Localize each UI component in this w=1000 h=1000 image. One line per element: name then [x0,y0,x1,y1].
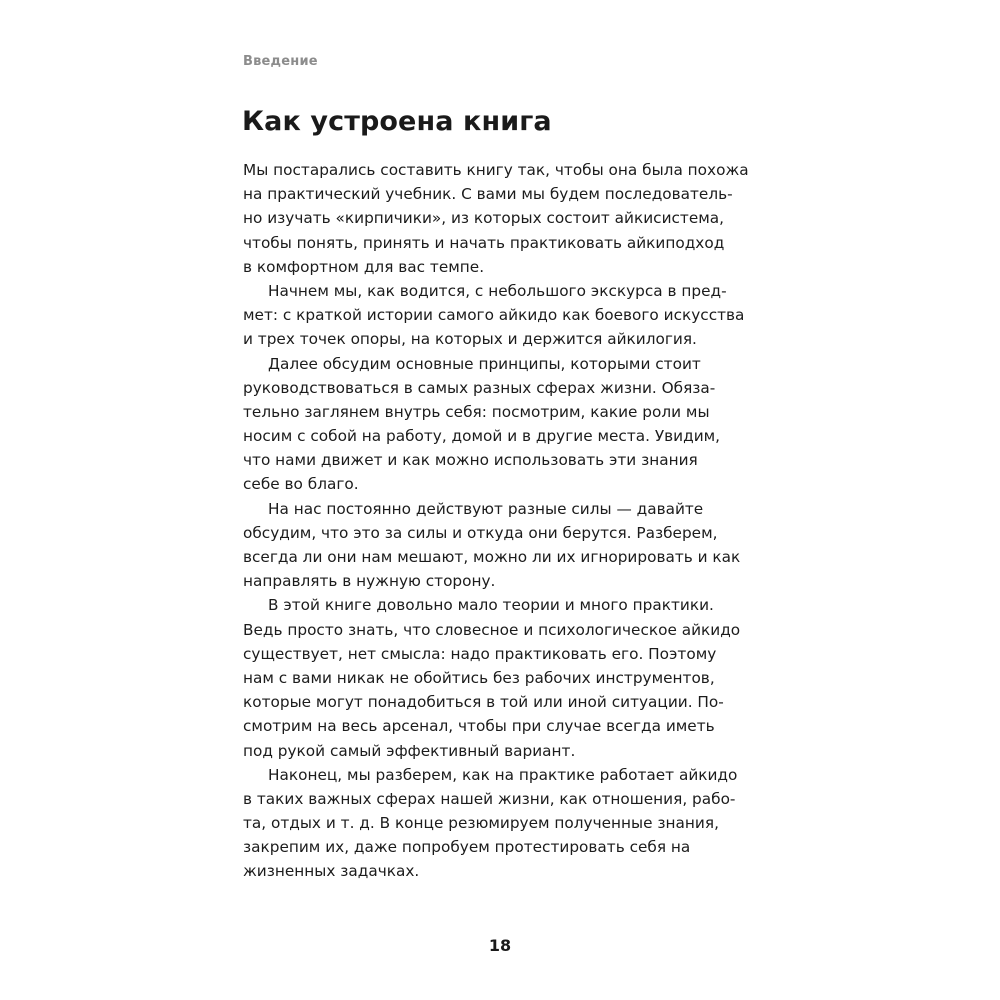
running-head: Введение [243,54,318,69]
paragraph-3-line-2: руководствоваться в самых разных сферах жизни. Обяза- [243,378,716,397]
paragraph-2-line-2: мет: с краткой истории самого айкидо как боевого искусства [243,306,745,325]
body-text [243,158,763,884]
paragraph-5-line-1: В этой книге довольно мало теории и много практики. [268,596,714,615]
paragraph-3-line-4: носим с собой на работу, домой и в другие места. Увидим, [243,427,721,446]
paragraph-2-line-3: и трех точек опоры, на которых и держится айкилогия. [243,330,697,349]
paragraph-4-line-3: всегда ли они нам мешают, можно ли их игнорировать и как [243,548,741,566]
paragraph-5-line-3: существует, нет смысла: надо практиковать его. Поэтому [243,644,717,663]
paragraph-6-line-2: в таких важных сферах нашей жизни, как отношения, рабо- [243,789,736,808]
paragraph-5-line-6: смотрим на весь арсенал, чтобы при случае всегда иметь [243,717,715,736]
paragraph-2-line-1: Начнем мы, как водится, с небольшого экскурса в пред- [268,281,727,300]
paragraph-3-line-1: Далее обсудим основные принципы, которыми стоит [268,354,701,373]
paragraph-3-line-6: себе во благо. [243,475,359,494]
chapter-title: Как устроена книга [242,106,552,137]
paragraph-1-line-5: в комфортном для вас темпе. [243,257,485,276]
paragraph-5-line-2: Ведь просто знать, что словесное и психологическое айкидо [243,620,741,639]
page-number: 18 [488,936,512,955]
paragraph-1-line-1: Мы постарались составить книгу так, чтобы она была похожа [243,161,749,179]
paragraph-6-line-3: та, отдых и т. д. В конце резюмируем полученные знания, [243,814,719,833]
paragraph-5-line-7: под рукой самый эффективный вариант. [243,741,576,760]
paragraph-6-line-4: закрепим их, даже попробуем протестировать себя на [243,838,691,857]
paragraph-3-line-5: что нами движет и как можно использовать эти знания [243,451,698,470]
paragraph-4-line-4: направлять в нужную сторону. [243,572,496,591]
paragraph-1-line-3: но изучать «кирпичики», из которых состоит айкисистема, [243,209,725,228]
paragraph-3-line-3: тельно заглянем внутрь себя: посмотрим, какие роли мы [243,402,710,421]
paragraph-5-line-5: которые могут понадобиться в той или иной ситуации. По- [243,693,724,712]
paragraph-4-line-2: обсудим, что это за силы и откуда они берутся. Разберем, [243,523,718,542]
paragraph-1-line-2: на практический учебник. С вами мы будем последователь- [243,185,733,204]
paragraph-6-line-1: Наконец, мы разберем, как на практике работает айкидо [268,765,738,784]
paragraph-4-line-1: На нас постоянно действуют разные силы — давайте [268,499,704,518]
paragraph-6-line-5: жизненных задачках. [243,862,420,881]
paragraph-1-line-4: чтобы понять, принять и начать практиковать айкиподход [243,233,725,252]
paragraph-5-line-4: нам с вами никак не обойтись без рабочих инструментов, [243,668,715,687]
